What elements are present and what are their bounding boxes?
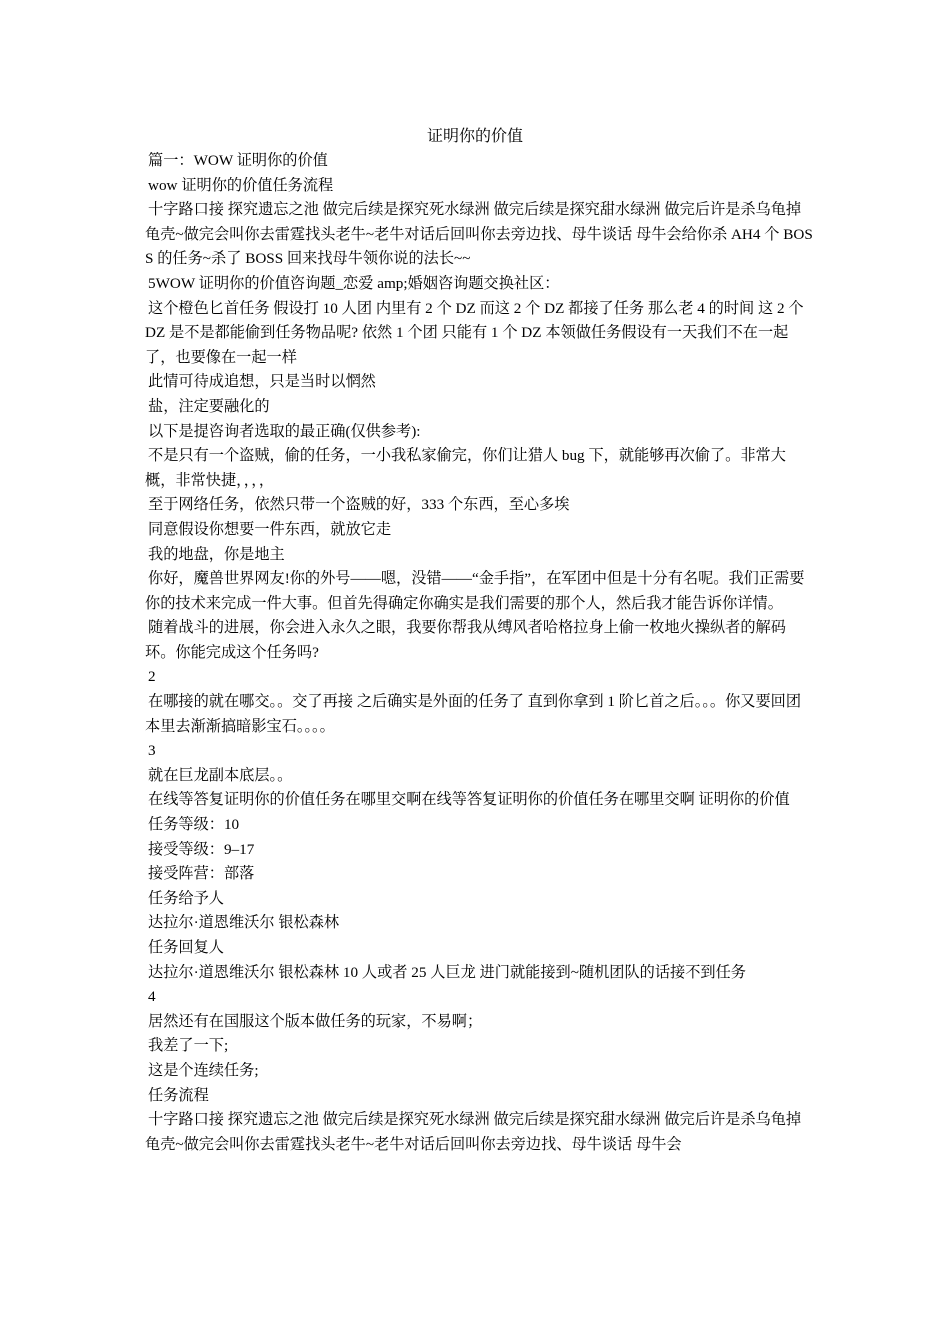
body-paragraph: 任务回复人 — [148, 939, 224, 956]
body-paragraph: 达拉尔·道恩维沃尔 银松森林 10 人或者 25 人巨龙 进门就能接到~随机团队的话接不到任务 — [148, 963, 746, 981]
body-paragraph: 同意假设你想要一件东西，就放它走 — [148, 520, 391, 538]
body-paragraph: 盐，注定要融化的 — [148, 397, 270, 415]
body-paragraph: 在线等答复证明你的价值任务在哪里交啊在线等答复证明你的价值任务在哪里交啊 证明你的价值 — [148, 791, 790, 809]
body-paragraph: 接受等级：9–17 — [148, 840, 255, 858]
body-paragraph: 2 — [148, 668, 156, 686]
body-paragraph: 这个橙色匕首任务 假设打 10 人团 内里有 2 个 DZ 而这 2 个 DZ 都接了任务 那么老 4 的时间 这 2 个 DZ 是不是都能偷到任务物品呢? 依然 1 个团 只能有 1 个 DZ 本领做任务假设有一天我们不在一起了，也要像在一起一样 — [145, 299, 804, 366]
body-paragraph: 十字路口接 探究遗忘之池 做完后续是探究死水绿洲 做完后续是探究甜水绿洲 做完后许是杀乌龟掉龟壳~做完会叫你去雷霆找头老牛~老牛对话后回叫你去旁边找、母牛谈话 母牛会给你杀 AH4 个 BOSS 的任务~杀了 BOSS 回来找母牛领你说的法长~~ — [145, 201, 813, 268]
body-paragraph: 5WOW 证明你的价值咨询题_恋爱 amp;婚姻咨询题交换社区： — [148, 274, 560, 292]
body-paragraph: 随着战斗的进展，你会进入永久之眼，我要你帮我从缚风者哈格拉身上偷一枚地火操纵者的解码环。你能完成这个任务吗? — [145, 619, 786, 661]
body-paragraph: 这是个连续任务; — [148, 1061, 259, 1079]
body-paragraph: 居然还有在国服这个版本做任务的玩家，不易啊； — [148, 1012, 483, 1030]
body-paragraph: 此情可待成追想，只是当时以惘然 — [148, 373, 376, 391]
body-paragraph: 在哪接的就在哪交。。交了再接 之后确实是外面的任务了 直到你拿到 1 阶匕首之后。。。你又要回团本里去渐渐搞暗影宝石。。。。 — [145, 693, 802, 735]
body-paragraph: 接受阵营：部落 — [148, 865, 255, 883]
body-paragraph: 至于网络任务，依然只带一个盗贼的好，333 个东西，至心多埃 — [148, 496, 570, 514]
document-body — [145, 149, 813, 1157]
body-paragraph: 篇一：WOW 证明你的价值 — [148, 152, 328, 169]
body-paragraph: 任务流程 — [148, 1086, 209, 1104]
body-paragraph: 不是只有一个盗贼，偷的任务，一小我私家偷完，你们让猎人 bug 下，就能够再次偷了。非常大概，非常快捷，，，， — [145, 447, 786, 489]
body-paragraph: 我的地盘，你是地主 — [148, 545, 285, 563]
body-paragraph: 4 — [148, 988, 156, 1006]
body-paragraph: 以下是提咨询者选取的最正确(仅供参考): — [148, 422, 421, 440]
body-paragraph: 你好，魔兽世界网友!你的外号——嗯，没错——“金手指”，在军团中但是十分有名呢。我们正需要你的技术来完成一件大事。但首先得确定你确实是我们需要的那个人，然后我才能告诉你详情。 — [145, 570, 805, 612]
body-paragraph: 任务给予人 — [148, 889, 224, 907]
body-paragraph: wow 证明你的价值任务流程 — [148, 176, 334, 194]
body-paragraph: 达拉尔·道恩维沃尔 银松森林 — [148, 914, 340, 932]
body-paragraph: 十字路口接 探究遗忘之池 做完后续是探究死水绿洲 做完后续是探究甜水绿洲 做完后许是杀乌龟掉龟壳~做完会叫你去雷霆找头老牛~老牛对话后回叫你去旁边找、母牛谈话 母牛会 — [145, 1111, 802, 1153]
body-paragraph: 任务等级：10 — [148, 816, 240, 834]
body-paragraph: 3 — [148, 742, 156, 760]
body-paragraph: 就在巨龙副本底层。。 — [148, 766, 293, 784]
document-title: 证明你的价值 — [426, 128, 523, 145]
body-paragraph: 我差了一下; — [148, 1037, 229, 1055]
